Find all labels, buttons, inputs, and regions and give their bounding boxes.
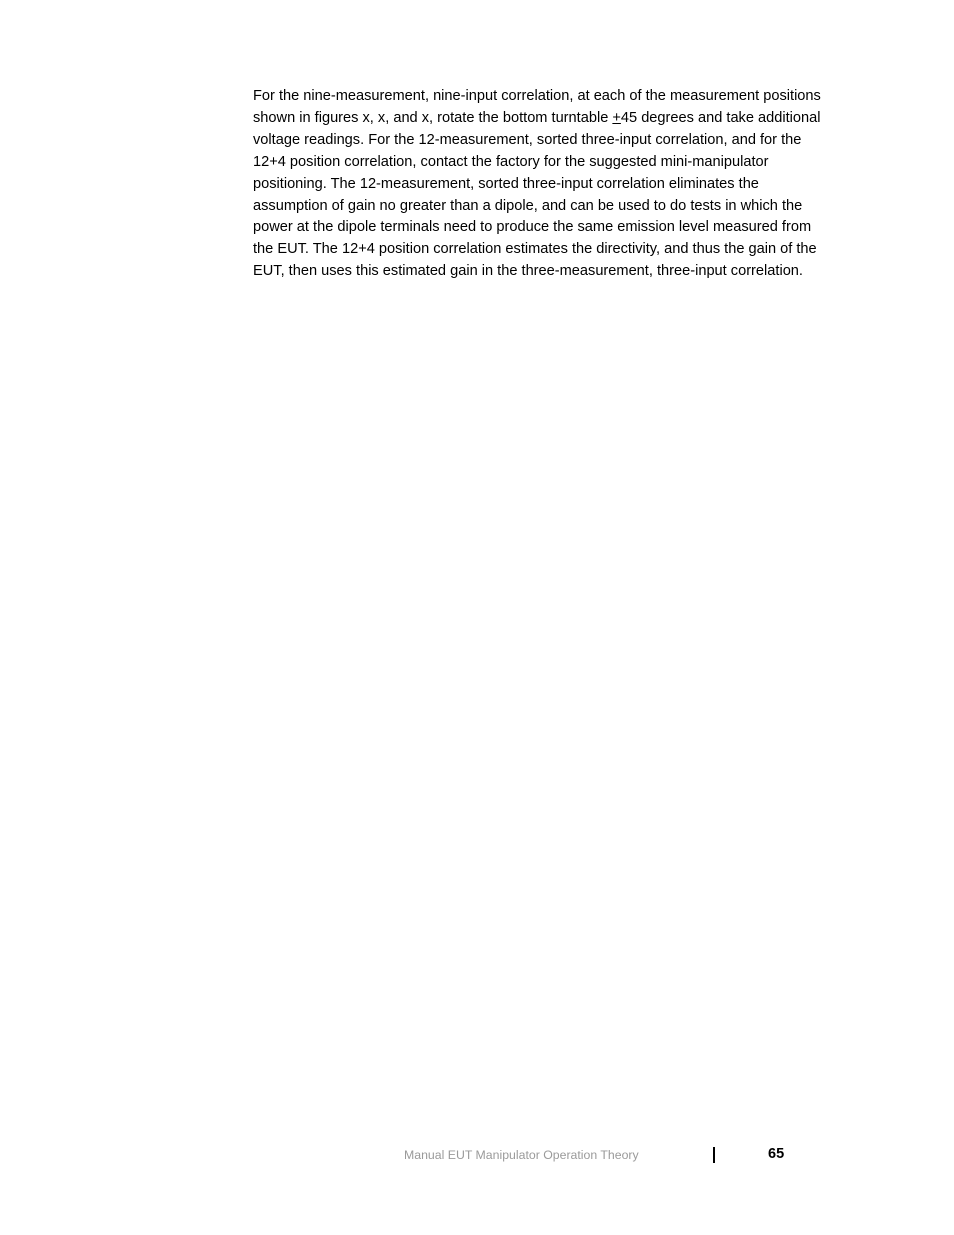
page-number: 65: [768, 1146, 785, 1162]
footer-divider: [713, 1147, 715, 1163]
page-footer: [0, 1146, 954, 1166]
paragraph-text-start: For the nine-measurement, nine-input correlation, at each of the measurement positions shown in figures x, x, and x, rotate the bottom turntable: [253, 88, 821, 126]
plus-minus-symbol: +: [612, 109, 621, 126]
footer-title: Manual EUT Manipulator Operation Theory: [404, 1148, 639, 1162]
paragraph-text-end: 45 degrees and take additional voltage readings. For the 12-measurement, sorted three-input correlation, and for the 12+4 position correlation, contact the factory for the suggested mini-manipulator positioning. The 12-measurement, sorted three-input correlation eliminates the assumption of gain no greater than a dipole, and can be used to do tests in which the power at the dipole terminals need to produce the same emission level measured from the EUT. The 12+4 position correlation estimates the directivity, and thus the gain of the EUT, then uses this estimated gain in the three-measurement, three-input correlation.: [253, 109, 821, 280]
body-paragraph: [253, 86, 823, 283]
